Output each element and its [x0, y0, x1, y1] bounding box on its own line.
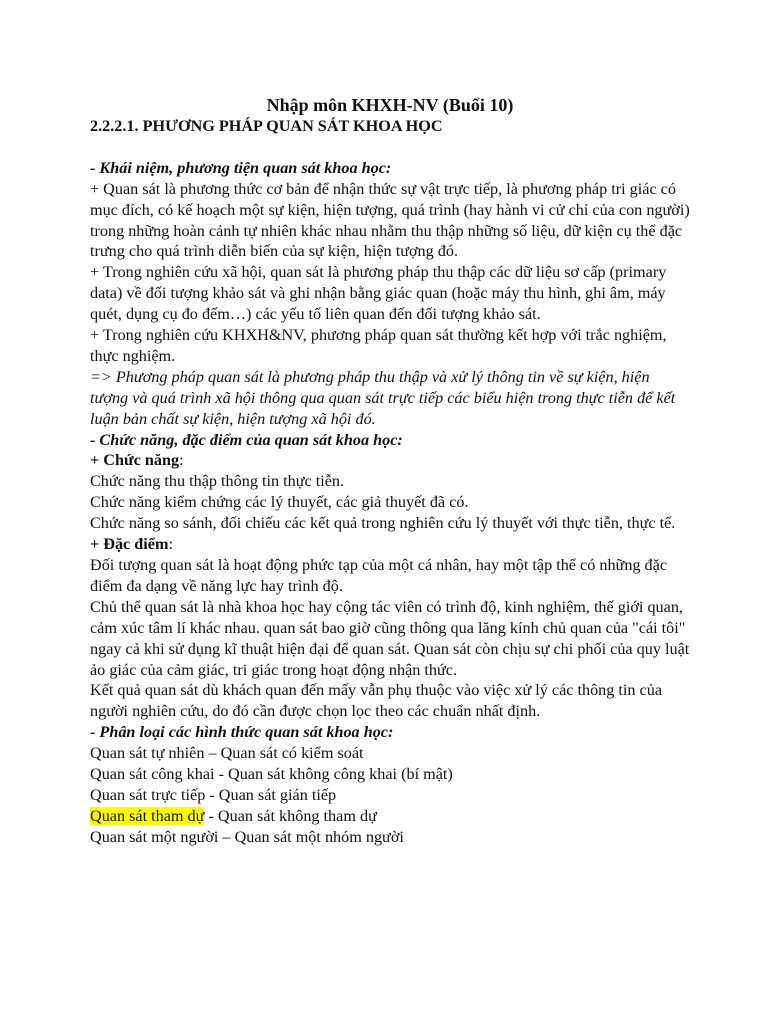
feature-label-line [90, 534, 690, 555]
function-item: Chức năng kiểm chứng các lý thuyết, các giả thuyết đã có. [90, 493, 469, 512]
feature-label: + Đặc điểm [90, 535, 169, 554]
blank-line [90, 137, 690, 158]
function-heading: - Chức năng, đặc điểm của quan sát khoa học: [90, 430, 403, 449]
document-title: Nhập môn KHXH-NV (Buổi 10) [266, 95, 514, 115]
classification-item [90, 806, 690, 827]
classification-item: Quan sát trực tiếp - Quan sát gián tiếp [90, 785, 337, 804]
highlighted-text: Quan sát tham dự [90, 806, 205, 825]
function-item: Chức năng thu thập thông tin thực tiễn. [90, 472, 345, 491]
feature-item: Kết quả quan sát dù khách quan đến mấy vẫn phụ thuộc vào việc xử lý các thông tin của người nghiên cứu, do đó cần được chọn lọc theo các chuẩn nhất định. [90, 681, 663, 721]
function-label: + Chức năng [90, 451, 180, 470]
classification-item: Quan sát công khai - Quan sát không công khai (bí mật) [90, 765, 453, 784]
feature-item: Chủ thể quan sát là nhà khoa học hay cộng tác viên có trình độ, kinh nghiệm, thế giới quan, cảm xúc tâm lí khác nhau. quan sát bao giờ cũng thông qua lăng kính chủ quan của "cái tôi" ngay cả khi sử dụng kĩ thuật hiện đại để quan sát. Quan sát còn chịu sự chi phối của quy luật ảo giác của cảm giác, tri giác trong hoạt động nhận thức. [90, 597, 690, 679]
classification-item: Quan sát một người – Quan sát một nhóm người [90, 827, 404, 846]
concept-paragraph: + Quan sát là phương thức cơ bản để nhận thức sự vật trực tiếp, là phương pháp tri giác có mục đích, có kế hoạch một sự kiện, hiện tượng, quá trình (hay hành vi cử chỉ của con người) trong những hoàn cảnh tự nhiên khác nhau nhằm thu thập những số liệu, dữ kiện cụ thể đặc trưng cho quá trình diễn biến của sự kiện, hiện tượng đó. [90, 179, 690, 261]
concept-paragraph: + Trong nghiên cứu xã hội, quan sát là phương pháp thu thập các dữ liệu sơ cấp (primary data) về đối tượng khảo sát và ghi nhận bằng giác quan (hoặc máy thu hình, ghi âm, máy quét, dụng cụ đo đếm…) các yếu tố liên quan đến đối tượng khảo sát. [90, 263, 667, 324]
concept-conclusion: => Phương pháp quan sát là phương pháp thu thập và xử lý thông tin về sự kiện, hiện tượng và quá trình xã hội thông qua quan sát trực tiếp các biểu hiện trong thực tiễn để kết luận bản chất sự kiện, hiện tượng xã hội đó. [90, 367, 676, 428]
concept-heading: - Khái niệm, phương tiện quan sát khoa học: [90, 158, 392, 177]
feature-colon: : [168, 535, 173, 554]
function-label-line [90, 450, 690, 471]
feature-item: Đối tượng quan sát là hoạt động phức tạp của một cá nhân, hay một tập thể có những đặc điểm đa dạng về năng lực hay trình độ. [90, 556, 668, 595]
classification-item-rest: - Quan sát không tham dự [204, 806, 377, 825]
concept-paragraph: + Trong nghiên cứu KHXH&NV, phương pháp quan sát thường kết hợp với trắc nghiệm, thực nghiệm. [90, 326, 667, 365]
classification-item: Quan sát tự nhiên – Quan sát có kiểm soát [90, 744, 364, 763]
function-colon: : [179, 451, 184, 470]
function-item: Chức năng so sánh, đối chiếu các kết quả trong nghiên cứu lý thuyết với thực tiễn, thực tế. [90, 514, 676, 533]
classification-heading: - Phân loại các hình thức quan sát khoa học: [90, 723, 394, 742]
document-body [90, 94, 690, 848]
section-title: 2.2.2.1. PHƯƠNG PHÁP QUAN SÁT KHOA HỌC [90, 117, 443, 135]
